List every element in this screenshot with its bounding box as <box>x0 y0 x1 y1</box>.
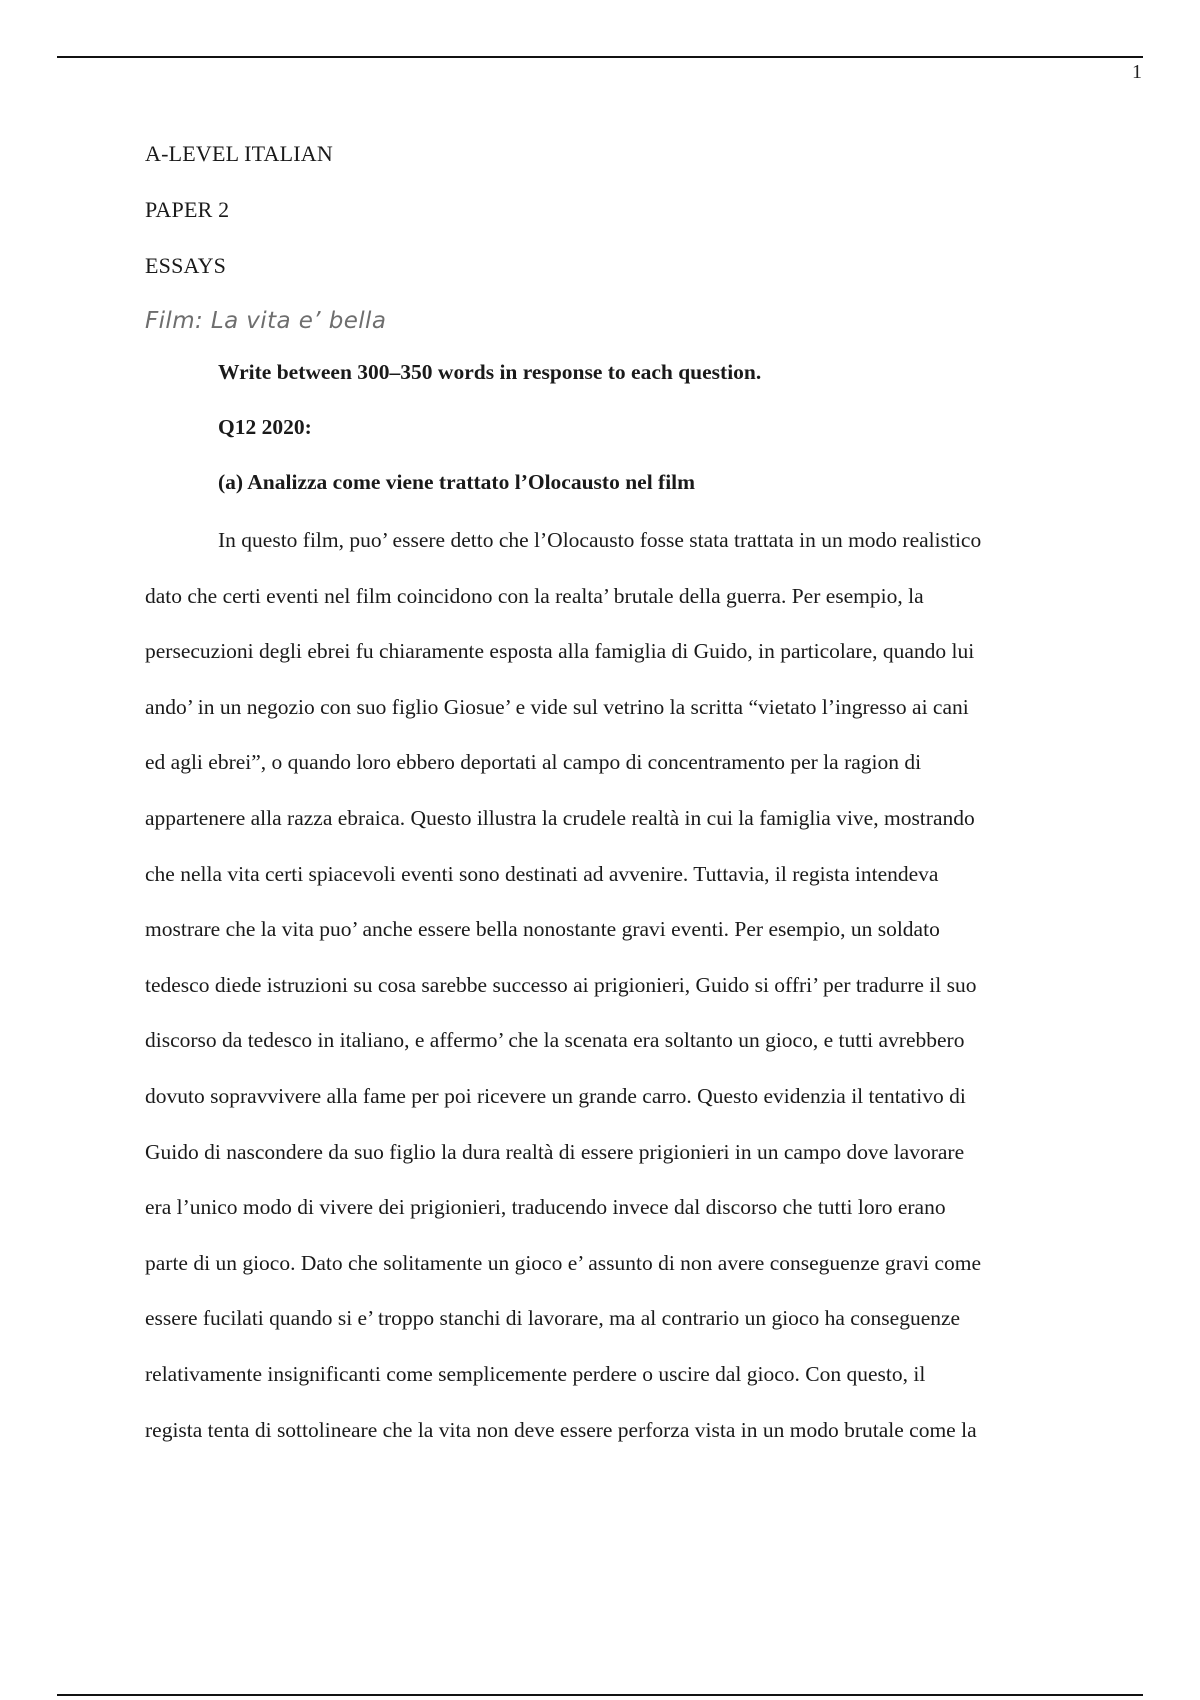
essay-paragraph <box>145 513 1095 1458</box>
question-text: (a) Analizza come viene trattato l’Olocausto nel film <box>218 470 696 494</box>
subject-heading: A-LEVEL ITALIAN <box>145 141 333 166</box>
word-count-instruction: Write between 300–350 words in response to each question. <box>218 360 762 384</box>
essay-line: relativamente insignificanti come semplicemente perdere o uscire dal gioco. Con questo, il <box>145 1361 926 1386</box>
essay-line: regista tenta di sottolineare che la vita non deve essere perforza vista in un modo brutale come la <box>145 1417 977 1442</box>
page-number: 1 <box>1132 61 1142 83</box>
essay-line: essere fucilati quando si e’ troppo stanchi di lavorare, ma al contrario un gioco ha conseguenze <box>145 1306 961 1331</box>
essay-line: ed agli ebrei”, o quando loro ebbero deportati al campo di concentramento per la ragion di <box>145 750 922 775</box>
paper-heading: PAPER 2 <box>145 197 230 222</box>
essay-line: appartenere alla razza ebraica. Questo illustra la crudele realtà in cui la famiglia vive, mostrando <box>145 805 975 830</box>
essay-line: dato che certi eventi nel film coincidono con la realta’ brutale della guerra. Per esempio, la <box>145 583 924 608</box>
question-id: Q12 2020: <box>218 415 312 439</box>
essay-line: persecuzioni degli ebrei fu chiaramente esposta alla famiglia di Guido, in particolare, quando lui <box>145 639 975 664</box>
essay-line: era l’unico modo di vivere dei prigionieri, traducendo invece dal discorso che tutti loro erano <box>145 1195 946 1220</box>
essay-line: In questo film, puo’ essere detto che l’Olocausto fosse stata trattata in un modo realistico <box>218 528 982 552</box>
essay-line: dovuto sopravvivere alla fame per poi ricevere un grande carro. Questo evidenzia il tentativo di <box>145 1083 966 1108</box>
essay-line: ando’ in un negozio con suo figlio Giosue’ e vide sul vetrino la scritta “vietato l’ingresso ai cani <box>145 694 969 719</box>
essay-line: parte di un gioco. Dato che solitamente un gioco e’ assunto di non avere conseguenze gravi come <box>145 1250 982 1275</box>
essay-line: discorso da tedesco in italiano, e affermo’ che la scenata era soltanto un gioco, e tutti avrebbero <box>145 1028 965 1053</box>
essay-line: che nella vita certi spiacevoli eventi sono destinati ad avvenire. Tuttavia, il regista intendeva <box>145 861 939 886</box>
essay-line: Guido di nascondere da suo figlio la dura realtà di essere prigionieri in un campo dove lavorare <box>145 1139 965 1164</box>
film-title: Film: La vita e’ bella <box>145 308 387 334</box>
instructions-block <box>145 358 1095 496</box>
header-rule <box>57 56 1143 58</box>
section-heading: ESSAYS <box>145 253 227 278</box>
essay-line: tedesco diede istruzioni su cosa sarebbe successo ai prigionieri, Guido si offri’ per tradurre il suo <box>145 972 977 997</box>
document-body <box>145 140 1095 1458</box>
essay-line: mostrare che la vita puo’ anche essere bella nonostante gravi eventi. Per esempio, un soldato <box>145 917 940 942</box>
footer-rule <box>57 1694 1143 1696</box>
